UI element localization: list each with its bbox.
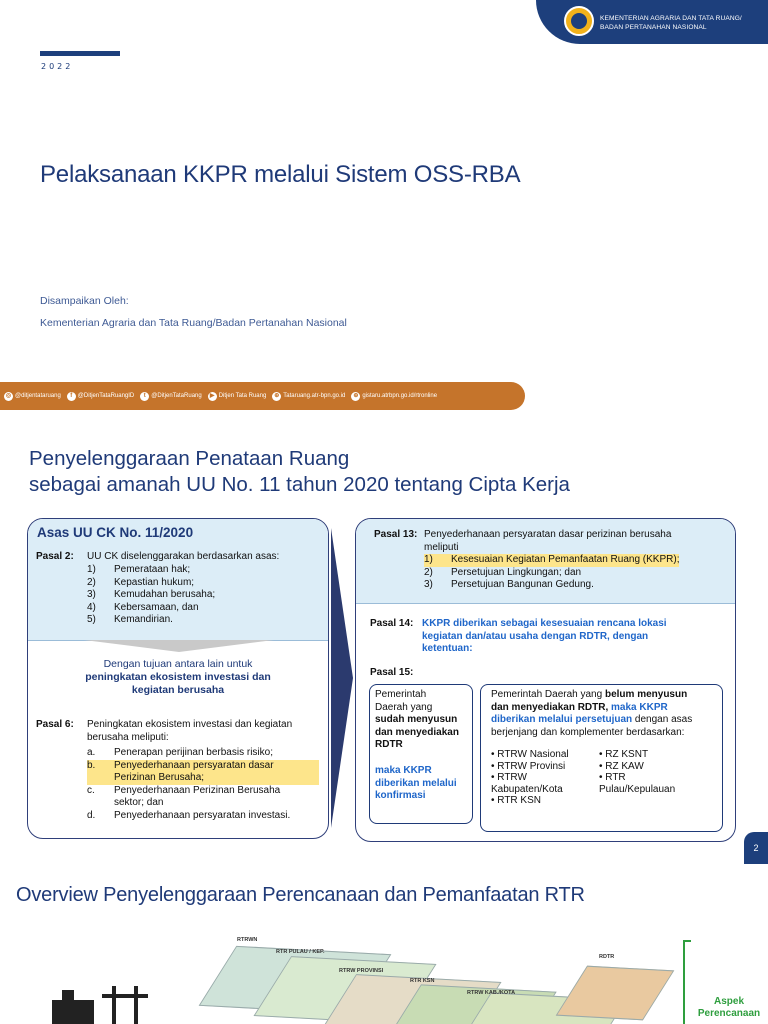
list-item: • RZ KAW — [599, 761, 675, 773]
list-item: • RTRW Provinsi — [491, 761, 569, 773]
social-item-website[interactable]: ⊕ Tataruang.atr-bpn.go.id — [274, 392, 346, 399]
asas-heading: Asas UU CK No. 11/2020 — [37, 525, 194, 540]
list-item: • RTRW Kabupaten/Kota — [491, 772, 569, 795]
list-item: a. Penerapan perijinan berbasis risiko; — [87, 747, 273, 758]
web-icon: ⊕ — [274, 392, 280, 399]
pasal13-label: Pasal 13: — [374, 529, 418, 540]
presenter-name: Kementerian Agraria dan Tata Ruang/Badan Pertanahan Nasional — [40, 317, 347, 329]
social-media-bar — [0, 382, 525, 410]
list-item: 2) Persetujuan Lingkungan; dan — [424, 566, 582, 578]
list-item: 4) Kebersamaan, dan — [87, 601, 199, 613]
pasal-panel — [355, 518, 736, 842]
list-item: c. Penyederhanaan Perizinan Berusaha sektor; dan — [87, 784, 281, 808]
pasal13-list — [424, 554, 679, 592]
map-label: RDTR — [599, 954, 615, 960]
social-item-instagram[interactable]: ◎ @ditjentataruang — [5, 392, 61, 399]
rz-list — [599, 749, 675, 795]
map-label: RTRWN — [237, 937, 258, 943]
pasal6-label: Pasal 6: — [36, 719, 74, 730]
asas-panel — [27, 518, 329, 839]
map-tile-rdtr — [556, 966, 675, 1021]
rdtr-ready-box: Pemerintah Daerah yang sudah menyusun dan menyediakan RDTR maka KKPR diberikan melalui konfirmasi — [369, 684, 473, 824]
social-item-twitter[interactable]: t @DitjenTataRuang — [140, 392, 201, 401]
social-item-youtube[interactable]: ▶ Ditjen Tata Ruang — [208, 392, 267, 401]
list-item: 2) Kepastian hukum; — [87, 576, 195, 588]
page-number: 2 — [744, 832, 768, 864]
twitter-icon: t — [140, 392, 149, 401]
list-item: 5) Kemandirian. — [87, 614, 173, 625]
pasal6-list — [87, 747, 319, 822]
pasal2-intro: UU CK diselenggarakan berdasarkan asas: — [87, 551, 280, 562]
cover-slide — [0, 0, 768, 418]
map-label: RTR KSN — [410, 978, 435, 984]
social-item-gistaru[interactable]: ⊕ gistaru.atrbpn.go.id/rtronline — [353, 392, 438, 399]
ministry-banner — [536, 0, 768, 44]
social-item-facebook[interactable]: f @DitjenTataRuangID — [67, 392, 134, 401]
pasal2-list — [87, 564, 215, 627]
list-item: 3) Kemudahan berusaha; — [87, 589, 216, 600]
list-item: • RTR Pulau/Kepulauan — [599, 772, 675, 795]
list-item: • RTRW Nasional — [491, 749, 569, 761]
pasal2-label: Pasal 2: — [36, 551, 74, 562]
gistaru-icon: ⊕ — [353, 392, 359, 399]
presented-by-label: Disampaikan Oleh: — [40, 295, 129, 307]
instagram-icon: ◎ — [5, 392, 12, 399]
list-item: • RTR KSN — [491, 795, 569, 807]
down-triangle-icon — [84, 640, 274, 652]
pasal14-text: KKPR diberikan sebagai kesesuaian rencana lokasi kegiatan dan/atau usaha dengan RDTR, dengan ketentuan: — [422, 618, 667, 654]
rdtr-not-ready-box: Pemerintah Daerah yang belum menyusun dan menyediakan RDTR, maka KKPR diberikan melalui persetujuan dengan asas berjenjang dan komplementer berdasarkan: • RTRW Nasional • RTRW Provinsi • RTRW Kabupaten/Kota • RTR KSN • RZ KSNT • RZ KAW • RTR Pulau/Kepulauan — [480, 684, 723, 832]
list-item: d. Penyederhanaan persyaratan investasi. — [87, 809, 291, 821]
goal-line: Dengan tujuan antara lain untuk — [103, 658, 253, 670]
slide-title: Penyelenggaraan Penataan Ruang sebagai amanah UU No. 11 tahun 2020 tentang Cipta Kerja — [29, 447, 570, 496]
goal-emphasis: peningkatan ekosistem investasi dan kegiatan berusaha — [85, 671, 271, 696]
pasal6-intro: Peningkatan ekosistem investasi dan kegiatan berusaha meliputi: — [87, 719, 293, 743]
content-slide — [0, 418, 768, 866]
youtube-icon: ▶ — [208, 392, 217, 401]
pasal14-label: Pasal 14: — [370, 618, 414, 629]
list-item: 3) Persetujuan Bangunan Gedung. — [424, 579, 594, 590]
list-item: • RZ KSNT — [599, 749, 675, 761]
slide-title: Overview Penyelenggaraan Perencanaan dan Pemanfaatan RTR — [16, 884, 585, 906]
ministry-name: KEMENTERIAN AGRARIA DAN TATA RUANG/ BADAN PERTANAHAN NASIONAL — [600, 15, 742, 31]
map-label: RTRW KAB./KOTA — [467, 990, 516, 996]
facebook-icon: f — [67, 392, 76, 401]
map-label: RTR PULAU / KEP. — [276, 949, 325, 955]
aspect-label: Aspek Perencanaan — [697, 996, 761, 1019]
accent-bar — [40, 51, 120, 56]
pasal13-intro: Penyederhanaan persyaratan dasar perizinan berusaha meliputi — [424, 529, 672, 553]
year-label: 2022 — [41, 62, 74, 71]
arrow-right-icon — [331, 528, 353, 828]
atr-bpn-logo-icon — [564, 6, 594, 36]
pasal15-label: Pasal 15: — [370, 667, 414, 678]
list-item-highlighted: b. Penyederhanaan persyaratan dasar Perizinan Berusaha; — [87, 760, 319, 785]
list-item: 1) Pemerataan hak; — [87, 564, 191, 575]
page-title: Pelaksanaan KKPR melalui Sistem OSS-RBA — [40, 161, 521, 188]
rtrw-list — [491, 749, 569, 807]
list-item-highlighted: 1) Kesesuaian Kegiatan Pemanfaatan Ruang (KKPR); — [424, 554, 680, 565]
overview-slide — [0, 868, 768, 1024]
map-label: RTRW PROVINSI — [339, 968, 384, 974]
